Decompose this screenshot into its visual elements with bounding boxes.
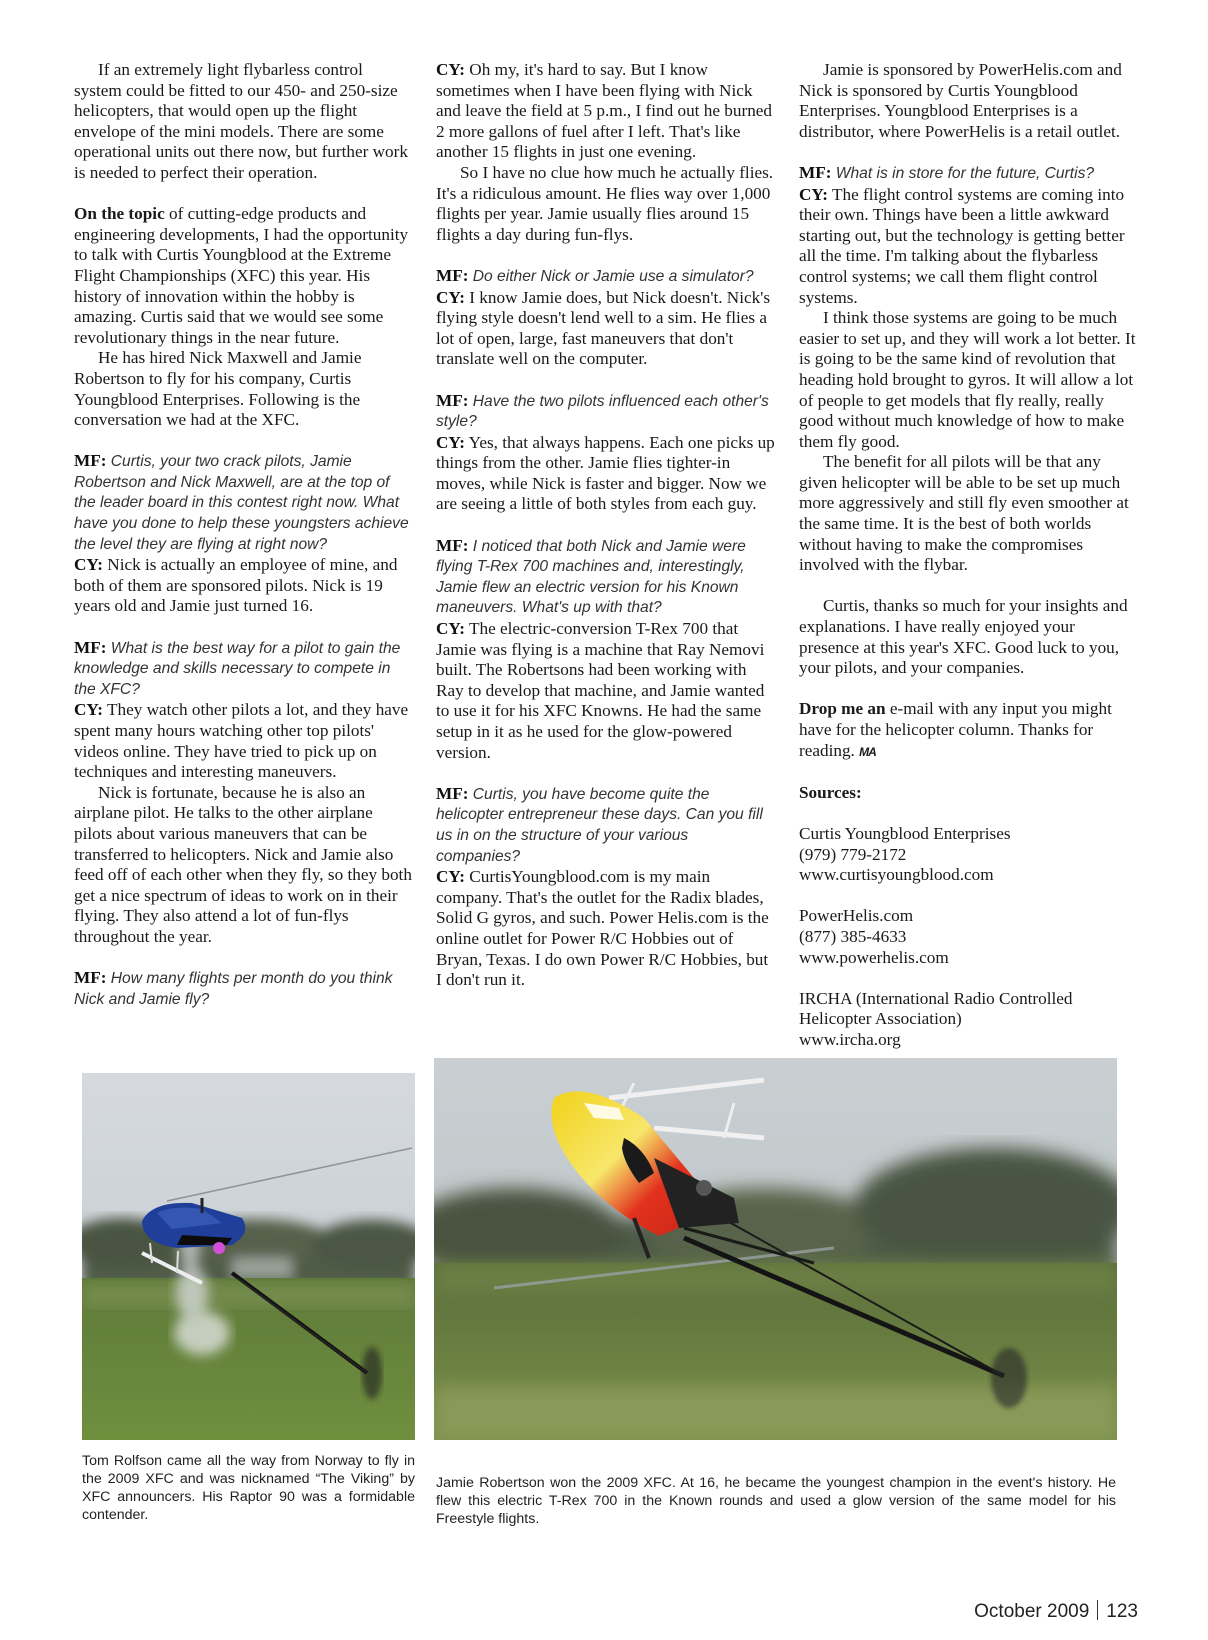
photo-trex-700-helicopter — [434, 1058, 1117, 1440]
paragraph: Nick is fortunate, because he is also an airplane pilot. He talks to the other airplane pilots about various maneuvers that can be transferred to helicopters. Nick and Jamie also feed off of each other when they fly, so they both get a nice spectrum of ideas to work on in their flying. They also attend a lot of fun-flys throughout the year. — [74, 782, 412, 946]
answer — [436, 433, 776, 515]
question-text: Have the two pilots influenced each other's style? — [436, 392, 769, 431]
question — [74, 968, 412, 1010]
source-name: PowerHelis.com — [799, 906, 914, 926]
answer — [436, 60, 776, 163]
speaker-label: CY: — [436, 619, 465, 639]
caption-left: Tom Rolfson came all the way from Norway to fly in the 2009 XFC and was nicknamed “The Viking” by XFC announcers. His Raptor 90 was a formidable contender. — [82, 1453, 415, 1523]
answer-text: The electric-conversion T-Rex 700 that Jamie was flying is a machine that Ray Nemovi built. The Robertsons had been working with Ray to develop that machine, and Jamie wanted to use it for his XFC Knowns. He had the same setup in it as he used for the glow-powered version. — [436, 619, 765, 762]
question-text: What is in store for the future, Curtis? — [831, 164, 1095, 182]
paragraph-text: of cutting-edge products and engineering developments, I had the opportunity to talk with Curtis Youngblood at the Extreme Flight Championships (XFC) this year. His history of innovation within the hobby is amazing. Curtis said that we would see some revolutionary things in the near future. — [74, 204, 409, 347]
question — [74, 451, 412, 555]
question-text: Do either Nick or Jamie use a simulator? — [468, 267, 754, 285]
paragraph — [799, 699, 1139, 762]
paragraph: The benefit for all pilots will be that any given helicopter will be able to be set up much more aggressively and still fly even smoother at the same time. It is the best of both worlds without having to make the compromises involved with the flybar. — [799, 452, 1129, 575]
speaker-label: CY: — [436, 60, 465, 79]
paragraph: I think those systems are going to be much easier to set up, and they will work a lot better. It is going to be the same kind of revolution that heading hold brought to gyros. It will allow a lot of people to get models that fly really, really good without much knowledge of how to make them fly good. — [799, 308, 1136, 451]
issue-date: October 2009 — [974, 1601, 1090, 1622]
paragraph: If an extremely light flybarless control system could be fitted to our 450- and 250-size helicopters, that would open up the flight envelope of the mini models. There are some operational units out there now, but further work is needed to perfect their operation. — [74, 60, 408, 182]
source-url[interactable]: www.powerhelis.com — [799, 947, 949, 967]
source-url[interactable]: www.ircha.org — [799, 1029, 901, 1049]
paragraph-text: e-mail with any input you might have for the helicopter column. Thanks for reading. — [799, 699, 1112, 760]
speaker-label: CY: — [436, 867, 465, 887]
page-number: 123 — [1106, 1601, 1138, 1622]
lead-in: On the topic — [74, 204, 165, 224]
page-folio — [974, 1600, 1138, 1623]
question — [74, 638, 412, 701]
end-mark: MA — [859, 744, 876, 759]
speaker-label: MF: — [436, 783, 469, 803]
speaker-label: CY: — [74, 555, 103, 575]
question — [436, 784, 776, 867]
answer-text: Oh my, it's hard to say. But I know sometimes when I have been flying with Nick and leave the field at 5 p.m., I find out he burned 2 more gallons of fuel after I left. That's like another 15 flights in just one evening. — [436, 60, 773, 162]
answer-text: The flight control systems are coming into their own. Things have been a little awkward starting out, but the technology is getting better all the time. I'm talking about the flybarless control systems; we call them flight control systems. — [799, 184, 1125, 307]
paragraph: Jamie is sponsored by PowerHelis.com and Nick is sponsored by Curtis Youngblood Enterprises. Youngblood Enterprises is a distributor, where PowerHelis is a retail outlet. — [799, 60, 1122, 141]
answer-text: CurtisYoungblood.com is my main company. That's the outlet for the Radix blades, Solid G gyros, and such. Power Helis.com is the online outlet for Power R/C Hobbies out of Bryan, Texas. I do own Power R/C Hobbies, but I don't run it. — [436, 867, 769, 990]
paragraph — [74, 204, 412, 348]
answer — [799, 185, 1139, 309]
source-phone: (877) 385-4633 — [799, 926, 907, 946]
answer-text: Yes, that always happens. Each one picks up things from the other. Jamie flies tighter-in moves, while Nick is faster and bigger. Now we are seeing a little of both styles from each guy. — [436, 432, 775, 514]
question-text: Curtis, your two crack pilots, Jamie Robertson and Nick Maxwell, are at the top of the leader board in this contest right now. What have you done to help these youngsters achieve the level they are flying at right now? — [74, 453, 409, 553]
speaker-label: CY: — [436, 432, 465, 452]
folio-divider — [1097, 1600, 1098, 1620]
text-column-3 — [799, 60, 1139, 1051]
paragraph: Curtis, thanks so much for your insights and explanations. I have really enjoyed your presence at this year's XFC. Good luck to you, your pilots, and your companies. — [799, 596, 1128, 678]
speaker-label: CY: — [799, 184, 828, 204]
speaker-label: CY: — [436, 287, 465, 307]
answer-text: Nick is actually an employee of mine, and both of them are sponsored pilots. Nick is 19 years old and Jamie just turned 16. — [74, 555, 398, 616]
speaker-label: MF: — [74, 968, 107, 988]
speaker-label: MF: — [436, 390, 469, 410]
speaker-label: MF: — [436, 265, 469, 285]
question — [799, 163, 1139, 185]
answer — [74, 555, 412, 617]
speaker-label: MF: — [799, 162, 832, 182]
answer — [436, 867, 776, 991]
speaker-label: MF: — [74, 451, 107, 471]
speaker-label: MF: — [74, 637, 107, 657]
answer-text: They watch other pilots a lot, and they have spent many hours watching other top pilots' videos online. They have tried to pick up on techniques and interesting maneuvers. — [74, 700, 409, 782]
source-url[interactable]: www.curtisyoungblood.com — [799, 865, 994, 885]
question-text: How many flights per month do you think Nick and Jamie fly? — [74, 970, 393, 1008]
answer — [436, 288, 776, 370]
question-text: What is the best way for a pilot to gain the knowledge and skills necessary to compete in the XFC? — [74, 639, 401, 698]
question — [436, 536, 776, 619]
photo-raptor-helicopter — [82, 1073, 415, 1440]
question — [436, 266, 776, 288]
source-phone: (979) 779-2172 — [799, 844, 907, 864]
text-column-1 — [74, 60, 412, 1010]
speaker-label: CY: — [74, 700, 103, 720]
source-name: Curtis Youngblood Enterprises — [799, 823, 1011, 843]
paragraph: So I have no clue how much he actually flies. It's a ridiculous amount. He flies way over 1,000 flights per year. Jamie usually flies around 15 flights a day during fun-flys. — [436, 162, 774, 244]
sources-heading: Sources: — [799, 782, 862, 802]
answer — [436, 619, 776, 763]
source-name: IRCHA (International Radio Controlled Helicopter Association) — [799, 988, 1073, 1029]
answer-text: I know Jamie does, but Nick doesn't. Nick's flying style doesn't lend well to a sim. He flies a lot of open, large, fast maneuvers that don't translate well on the computer. — [436, 287, 771, 369]
question — [436, 391, 776, 433]
paragraph: He has hired Nick Maxwell and Jamie Robertson to fly for his company, Curtis Youngblood Enterprises. Following is the conversation we had at the XFC. — [74, 348, 362, 430]
text-column-2 — [436, 60, 776, 991]
speaker-label: MF: — [436, 535, 469, 555]
answer — [74, 700, 412, 782]
caption-right: Jamie Robertson won the 2009 XFC. At 16, he became the youngest champion in the event's history. He flew this electric T-Rex 700 in the Known rounds and used a glow version of the same model for his Freestyle flights. — [436, 1475, 1116, 1527]
question-text: I noticed that both Nick and Jamie were flying T-Rex 700 machines and, interestingly, Jamie flew an electric version for his Known maneuvers. What's up with that? — [436, 537, 746, 617]
question-text: Curtis, you have become quite the helicopter entrepreneur these days. Can you fill us in on the structure of your various companies? — [436, 785, 763, 865]
lead-in: Drop me an — [799, 699, 886, 719]
